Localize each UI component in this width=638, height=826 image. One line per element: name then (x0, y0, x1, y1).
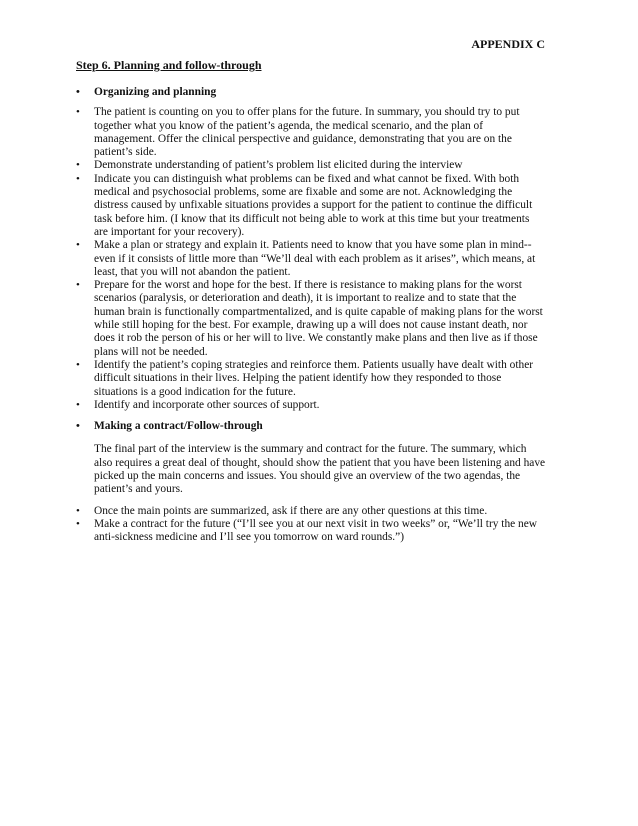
bullet-icon: • (76, 239, 80, 252)
item-text: Identify and incorporate other sources of support. (94, 398, 320, 411)
item-text: The patient is counting on you to offer plans for the future. In summary, you should try to put together what you know of the patient’s agenda, the medical scenario, and the plan of management. Offer the clinical perspective and guidance, demonstrating that you are on the patient’s side. (94, 106, 520, 159)
item-text: Organizing and planning (94, 86, 217, 98)
list-item (76, 106, 546, 159)
item-text: Demonstrate understanding of patient’s problem list elicited during the interview (94, 159, 463, 172)
item-text: Identify the patient’s coping strategies and reinforce them. Patients usually have dealt with other difficult situations in their lives. Helping the patient identify how they responded to those situations is a good indication for the future. (94, 358, 534, 398)
bullet-icon: • (76, 279, 80, 292)
item-text: Indicate you can distinguish what problems can be fixed and what cannot be fixed. With both medical and psychosocial problems, some are fixable and some are not. Acknowledging the distress caused by unfixable situations provides a support for the patient to continue the difficult task before him. (I know that its difficult not being able to work at this time but your treatments are important for your recovery). (94, 172, 533, 238)
bullet-icon: • (76, 106, 80, 119)
item-text: Make a plan or strategy and explain it. Patients need to know that you have some plan in mind--even if it consists of little more than “We’ll deal with each problem as it arises”, which means, at least, that you will not abandon the patient. (94, 239, 536, 278)
list-item (76, 159, 546, 172)
list-item (76, 239, 546, 279)
bullet-icon: • (76, 420, 80, 433)
bullet-icon: • (76, 398, 80, 411)
bullet-list (76, 86, 546, 545)
bullet-icon: • (76, 86, 80, 98)
list-item (76, 518, 546, 545)
item-text: Making a contract/Follow-through (94, 420, 263, 433)
section-heading: Step 6. Planning and follow-through (76, 58, 262, 72)
list-item (76, 173, 546, 239)
bullet-icon: • (76, 517, 80, 530)
item-text: Prepare for the worst and hope for the best. If there is resistance to making plans for the worst scenarios (paralysis, or deterioration and death), it is important to realize and to state that the human brain is functionally compartmentalized, and is quite capable of making plans for the worst while still hoping for the best. For example, drawing up a will does not cause instant death, nor does it rob the person of his or her will to live. We constantly make plans and then live as if those plans will not be needed. (94, 279, 543, 358)
list-item (76, 279, 546, 359)
list-item (76, 505, 546, 518)
item-text: Once the main points are summarized, ask if there are any other questions at this time. (94, 504, 488, 517)
list-item (76, 86, 546, 99)
item-text: Make a contract for the future (“I’ll see you at our next visit in two weeks” or, “We’ll try the new anti-sickness medicine and I’ll see you tomorrow on ward rounds.”) (94, 517, 538, 544)
bullet-icon: • (76, 358, 80, 371)
bullet-icon: • (76, 504, 80, 517)
bullet-icon: • (76, 172, 80, 185)
summary-paragraph (76, 443, 546, 496)
paragraph-text: The final part of the interview is the summary and contract for the future. The summary, which also requires a great deal of thought, should show the patient that you have been listening and have picked up the main concerns and issues. You should give an overview of the two agendas, the patient’s and yours. (94, 443, 546, 496)
list-item (76, 399, 546, 412)
list-item (76, 420, 546, 433)
bullet-icon: • (76, 159, 80, 172)
appendix-label: APPENDIX C (471, 37, 545, 51)
list-item (76, 359, 546, 399)
